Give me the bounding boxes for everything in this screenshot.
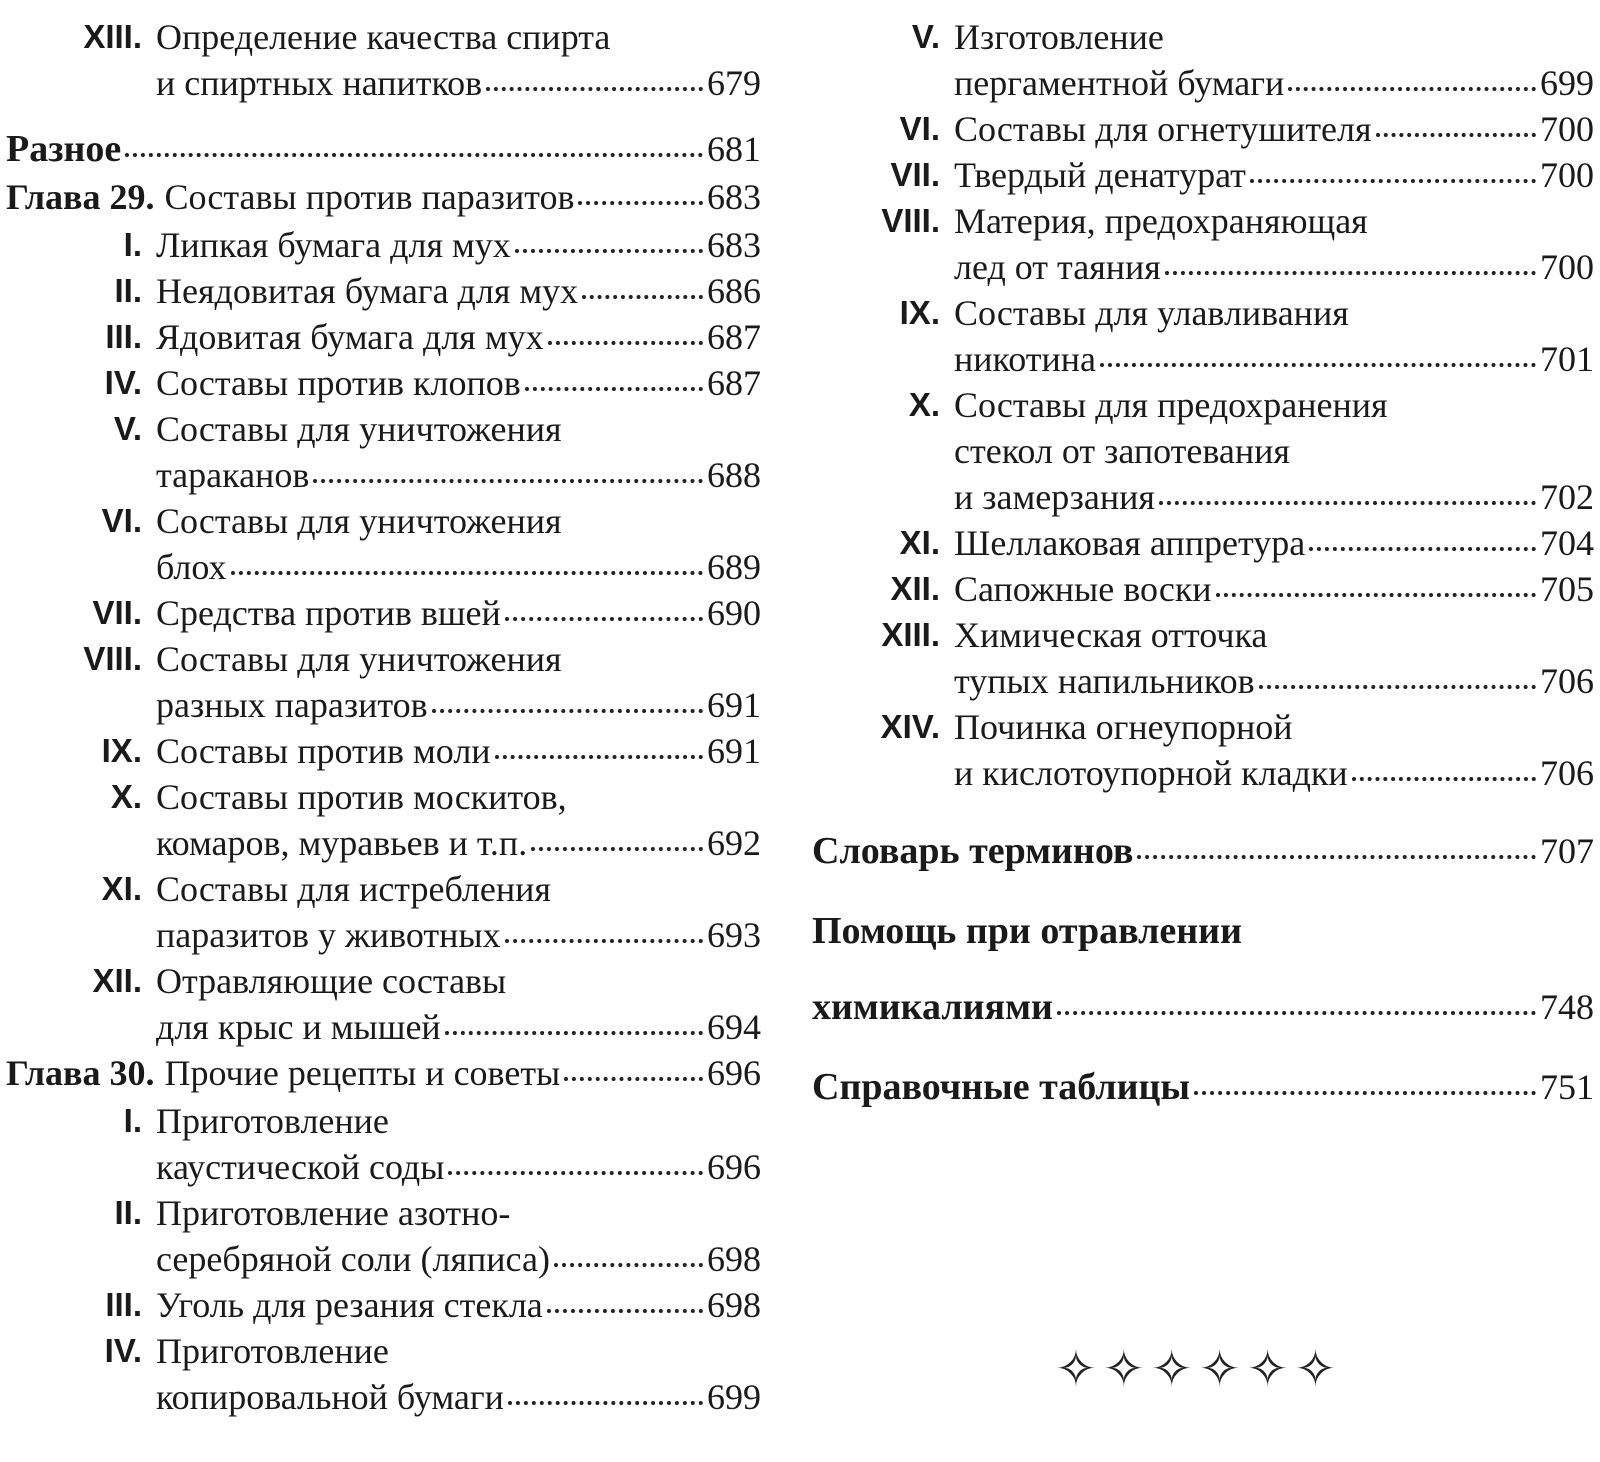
- toc-entry-body: [954, 520, 1594, 566]
- toc-entry: [6, 14, 761, 106]
- toc-entry: [6, 1282, 761, 1328]
- toc-entry-line: [156, 682, 761, 728]
- toc-entry-line: [156, 544, 761, 590]
- toc-entry-line: [156, 1144, 761, 1190]
- toc-entry-line: [954, 14, 1594, 60]
- dot-leader: [578, 201, 703, 205]
- toc-entry-number: III.: [105, 318, 142, 355]
- toc-entry: [6, 498, 761, 590]
- section-title: Словарь терминов: [812, 830, 1134, 872]
- toc-entry-number: XII.: [92, 962, 142, 999]
- toc-entry-text: Составы против клопов: [156, 363, 521, 403]
- toc-entry-line: [954, 336, 1594, 382]
- dot-leader: [1194, 1091, 1536, 1095]
- toc-entry-text: Сапожные воски: [954, 569, 1212, 609]
- toc-entry-body: [156, 1282, 761, 1328]
- toc-page-number: 679: [707, 63, 761, 103]
- toc-page-number: 700: [1540, 247, 1594, 287]
- toc-entry-body: [954, 612, 1594, 704]
- toc-entry-text: тараканов: [156, 455, 310, 495]
- section-heading: Помощь при отравлении: [812, 910, 1242, 952]
- toc-entry-line: [156, 866, 761, 912]
- toc-entry-text: никотина: [954, 339, 1096, 379]
- toc-entry-line: [954, 566, 1594, 612]
- toc-entry-number: VIII.: [881, 202, 940, 239]
- toc-entry-line: [954, 382, 1594, 428]
- toc-entry-number: XII.: [890, 570, 940, 607]
- toc-entry: [6, 1190, 761, 1282]
- toc-entry-number: VI.: [101, 502, 142, 539]
- toc-entry-number: XIV.: [880, 708, 940, 745]
- toc-entry-number: V.: [113, 410, 142, 447]
- toc-entry-number: IX.: [101, 732, 142, 769]
- toc-entry: [812, 106, 1594, 152]
- toc-entry-line: [954, 704, 1594, 750]
- toc-entry-body: [156, 1190, 761, 1282]
- toc-entry-body: [156, 498, 761, 590]
- toc-entry-text: Изготовление: [954, 17, 1164, 57]
- toc-entry-text: и кислотоупорной кладки: [954, 753, 1348, 793]
- toc-entry-line: [156, 590, 761, 636]
- toc-page-number: 688: [707, 455, 761, 495]
- toc-entry: [6, 958, 761, 1050]
- toc-entry-text: Приготовление азотно-: [156, 1193, 511, 1233]
- toc-entry: [812, 152, 1594, 198]
- toc-entry: [812, 520, 1594, 566]
- toc-entry-text: Составы для истребления: [156, 869, 551, 909]
- dot-leader: [1137, 855, 1536, 859]
- toc-entry-text: Твердый денатурат: [954, 155, 1246, 195]
- toc-entry-body: [156, 958, 761, 1050]
- toc-entry: [812, 382, 1594, 520]
- dot-leader: [554, 1263, 703, 1267]
- toc-entry-line: [954, 750, 1594, 796]
- toc-entry-text: Составы для уничтожения: [156, 409, 562, 449]
- chapter-label: Глава 30.: [6, 1053, 155, 1093]
- dot-leader: [1288, 87, 1536, 91]
- dot-leader: [448, 1171, 703, 1175]
- toc-entry-line: [156, 728, 761, 774]
- toc-page-number: 707: [1540, 831, 1594, 871]
- dot-leader: [1309, 547, 1536, 551]
- toc-entry-number: VIII.: [83, 640, 142, 677]
- toc-entry-number: XI.: [899, 524, 940, 561]
- toc-entry: [6, 590, 761, 636]
- toc-entry-line: [156, 1328, 761, 1374]
- toc-entry: [6, 314, 761, 360]
- toc-column-right: [812, 14, 1594, 1112]
- toc-entry: [6, 222, 761, 268]
- toc-entry-line: [954, 290, 1594, 336]
- toc-entry-line: [156, 1190, 761, 1236]
- toc-entry-text: Неядовитая бумага для мух: [156, 271, 579, 311]
- toc-page-number: 698: [707, 1239, 761, 1279]
- dot-leader: [531, 847, 703, 851]
- toc-entry-line: [156, 958, 761, 1004]
- toc-entry-text: Отравляющие составы: [156, 961, 507, 1001]
- toc-entry-line: [954, 658, 1594, 704]
- toc-entry-text: стекол от запотевания: [954, 431, 1290, 471]
- toc-entry-text: каустической соды: [156, 1147, 445, 1187]
- toc-entry-body: [156, 1328, 761, 1420]
- toc-entry: [6, 1328, 761, 1420]
- toc-entry-line: [954, 244, 1594, 290]
- toc-entry-text: серебряной соли (ляписа): [156, 1239, 550, 1279]
- toc-page-number: 687: [707, 363, 761, 403]
- toc-entry-body: [954, 106, 1594, 152]
- dot-leader: [495, 755, 703, 759]
- toc-page-number: 700: [1540, 109, 1594, 149]
- dot-leader: [1250, 179, 1536, 183]
- toc-entry-text: пергаментной бумаги: [954, 63, 1285, 103]
- toc-entry: [6, 1098, 761, 1190]
- toc-entry-text: тупых напильников: [954, 661, 1255, 701]
- dot-leader: [1376, 133, 1536, 137]
- toc-entry: [6, 636, 761, 728]
- toc-entry-text: Починка огнеупорной: [954, 707, 1293, 747]
- dot-leader: [313, 479, 703, 483]
- toc-entry-body: [156, 268, 761, 314]
- toc-page-number: 696: [707, 1147, 761, 1187]
- toc-entry-text: разных паразитов: [156, 685, 428, 725]
- toc-entry: [6, 866, 761, 958]
- toc-entry-line: [156, 222, 761, 268]
- toc-page-number: 704: [1540, 523, 1594, 563]
- toc-page-number: 683: [707, 225, 761, 265]
- toc-entry-line: [156, 820, 761, 866]
- toc-entry-line: [954, 428, 1594, 474]
- toc-entry-text: Липкая бумага для мух: [156, 225, 511, 265]
- toc-entry-line: [954, 520, 1594, 566]
- toc-entry-body: [954, 14, 1594, 106]
- toc-entry-number: X.: [908, 386, 940, 423]
- toc-entry-line: [156, 774, 761, 820]
- toc-entry-number: I.: [123, 226, 142, 263]
- toc-entry-line: [954, 612, 1594, 658]
- toc-page-number: 699: [1540, 63, 1594, 103]
- toc-entry-body: [156, 590, 761, 636]
- dot-leader: [515, 249, 703, 253]
- toc-page-number: 686: [707, 271, 761, 311]
- toc-page-number: 681: [707, 129, 761, 169]
- toc-entry-text: Средства против вшей: [156, 593, 501, 633]
- toc-entry-body: [954, 566, 1594, 612]
- toc-entry-number: X.: [110, 778, 142, 815]
- toc-entry: [812, 566, 1594, 612]
- toc-entry-number: XIII.: [881, 616, 940, 653]
- toc-entry-number: III.: [105, 1286, 142, 1323]
- chapter-label: Глава 29.: [6, 177, 155, 217]
- toc-entry-body: [156, 406, 761, 498]
- toc-entry-line: [954, 60, 1594, 106]
- toc-entry: [812, 704, 1594, 796]
- toc-entry-body: [954, 198, 1594, 290]
- chapter-heading: [6, 1050, 761, 1096]
- chapter-title: Составы против паразитов: [164, 177, 575, 217]
- toc-entry-number: II.: [114, 272, 142, 309]
- dot-leader: [1352, 777, 1536, 781]
- toc-entry-text: Составы для огнетушителя: [954, 109, 1372, 149]
- toc-entry: [6, 406, 761, 498]
- dot-leader: [125, 153, 703, 157]
- toc-entry-line: [156, 452, 761, 498]
- toc-page-number: 706: [1540, 753, 1594, 793]
- toc-entry-line: [156, 14, 761, 60]
- dot-leader: [432, 709, 703, 713]
- toc-entry-text: Приготовление: [156, 1101, 389, 1141]
- toc-entry-line: [156, 1098, 761, 1144]
- toc-page-number: 706: [1540, 661, 1594, 701]
- toc-entry-line: [954, 152, 1594, 198]
- toc-entry-text: лед от таяния: [954, 247, 1161, 287]
- toc-entry-line: [156, 912, 761, 958]
- toc-entry-body: [954, 382, 1594, 520]
- section-heading: [812, 982, 1594, 1032]
- section-title: Разное: [6, 128, 122, 170]
- toc-page-number: 696: [707, 1053, 761, 1093]
- toc-entry-text: и спиртных напитков: [156, 63, 483, 103]
- dot-leader: [505, 617, 703, 621]
- toc-entry-body: [156, 1098, 761, 1190]
- dot-leader: [231, 571, 704, 575]
- toc-page-number: 691: [707, 731, 761, 771]
- toc-entry: [812, 198, 1594, 290]
- toc-entry-text: комаров, муравьев и т.п.: [156, 823, 528, 863]
- toc-entry-body: [156, 360, 761, 406]
- toc-page-number: 699: [707, 1377, 761, 1417]
- dot-leader: [1159, 501, 1536, 505]
- toc-page-number: 705: [1540, 569, 1594, 609]
- toc-page-number: 683: [707, 177, 761, 217]
- dot-leader: [445, 1031, 703, 1035]
- toc-entry-text: Составы для улавливания: [954, 293, 1349, 333]
- toc-entry-body: [156, 866, 761, 958]
- section-title: Справочные таблицы: [812, 1066, 1191, 1108]
- dot-leader: [1216, 593, 1536, 597]
- toc-entry-text: Составы для уничтожения: [156, 639, 562, 679]
- toc-entry-text: Составы против москитов,: [156, 777, 567, 817]
- toc-entry-line: [156, 60, 761, 106]
- chapter-title: Прочие рецепты и советы: [164, 1053, 561, 1093]
- toc-entry-line: [156, 1282, 761, 1328]
- dot-leader: [1259, 685, 1536, 689]
- dot-leader: [547, 1309, 703, 1313]
- toc-entry-body: [156, 774, 761, 866]
- toc-entry-body: [954, 290, 1594, 382]
- toc-entry-text: Составы против моли: [156, 731, 491, 771]
- toc-entry-text: для крыс и мышей: [156, 1007, 441, 1047]
- toc-entry-line: [156, 268, 761, 314]
- toc-entry-body: [954, 704, 1594, 796]
- toc-entry-text: копировальной бумаги: [156, 1377, 504, 1417]
- dot-leader: [508, 1401, 703, 1405]
- toc-page-number: 691: [707, 685, 761, 725]
- toc-entry-line: [954, 198, 1594, 244]
- toc-page-number: 690: [707, 593, 761, 633]
- section-title: химикалиями: [812, 986, 1053, 1028]
- section-heading: [812, 1062, 1594, 1112]
- toc-entry-text: Материя, предохраняющая: [954, 201, 1368, 241]
- toc-page-number: 698: [707, 1285, 761, 1325]
- toc-page-number: 694: [707, 1007, 761, 1047]
- toc-entry-body: [156, 14, 761, 106]
- toc-entry-line: [954, 106, 1594, 152]
- toc-page-number: 692: [707, 823, 761, 863]
- toc-column-left: [6, 14, 761, 1420]
- toc-entry: [6, 774, 761, 866]
- toc-entry-number: XI.: [101, 870, 142, 907]
- chapter-heading: [6, 174, 761, 220]
- toc-entry-line: [156, 1236, 761, 1282]
- dot-leader: [525, 387, 703, 391]
- toc-entry-number: II.: [114, 1194, 142, 1231]
- toc-entry-number: VII.: [890, 156, 940, 193]
- toc-page-number: 693: [707, 915, 761, 955]
- toc-page-number: 751: [1540, 1067, 1594, 1107]
- toc-entry-line: [156, 636, 761, 682]
- dot-leader: [564, 1077, 703, 1081]
- toc-entry: [812, 290, 1594, 382]
- section-heading: [6, 124, 761, 174]
- toc-entry-number: IV.: [104, 364, 142, 401]
- toc-entry-text: и замерзания: [954, 477, 1155, 517]
- toc-entry-body: [156, 222, 761, 268]
- toc-entry-line: [954, 474, 1594, 520]
- toc-entry: [812, 14, 1594, 106]
- toc-entry-line: [156, 498, 761, 544]
- toc-entry-text: Определение качества спирта: [156, 17, 611, 57]
- toc-entry-line: [156, 360, 761, 406]
- toc-entry-line: [156, 406, 761, 452]
- toc-entry-number: XIII.: [83, 18, 142, 55]
- toc-page-number: 700: [1540, 155, 1594, 195]
- dot-leader: [1165, 271, 1536, 275]
- toc-entry-number: VII.: [92, 594, 142, 631]
- dot-leader: [1057, 1011, 1536, 1015]
- dot-leader: [486, 87, 703, 91]
- toc-entry-body: [156, 728, 761, 774]
- toc-entry-body: [156, 314, 761, 360]
- toc-entry-line: [156, 1004, 761, 1050]
- toc-entry-text: Уголь для резания стекла: [156, 1285, 543, 1325]
- toc-entry-text: блох: [156, 547, 227, 587]
- toc-page-number: 702: [1540, 477, 1594, 517]
- toc-entry: [812, 612, 1594, 704]
- dot-leader: [505, 939, 703, 943]
- toc-entry: [6, 360, 761, 406]
- toc-entry-text: Ядовитая бумага для мух: [156, 317, 544, 357]
- toc-page-number: 689: [707, 547, 761, 587]
- toc-entry: [6, 268, 761, 314]
- toc-entry-number: V.: [911, 18, 940, 55]
- toc-entry-body: [156, 636, 761, 728]
- dot-leader: [582, 295, 703, 299]
- toc-entry-text: Составы для уничтожения: [156, 501, 562, 541]
- toc-entry-text: Химическая отточка: [954, 615, 1268, 655]
- toc-entry-text: Шеллаковая аппретура: [954, 523, 1306, 563]
- toc-entry-line: [156, 1374, 761, 1420]
- toc-entry-number: I.: [123, 1102, 142, 1139]
- toc-page-number: 701: [1540, 339, 1594, 379]
- toc-entry-number: IV.: [104, 1332, 142, 1369]
- dot-leader: [548, 341, 703, 345]
- toc-entry: [6, 728, 761, 774]
- toc-entry-text: Приготовление: [156, 1331, 389, 1371]
- toc-entry-number: IX.: [899, 294, 940, 331]
- toc-entry-number: VI.: [899, 110, 940, 147]
- section-heading: [812, 826, 1594, 876]
- toc-page-number: 748: [1540, 987, 1594, 1027]
- toc-entry-text: паразитов у животных: [156, 915, 501, 955]
- dot-leader: [1100, 363, 1536, 367]
- toc-entry-text: Составы для предохранения: [954, 385, 1388, 425]
- toc-entry-line: [156, 314, 761, 360]
- decorative-stars: ✧✧✧✧✧✧: [1055, 1340, 1343, 1398]
- toc-entry-body: [954, 152, 1594, 198]
- toc-page-number: 687: [707, 317, 761, 357]
